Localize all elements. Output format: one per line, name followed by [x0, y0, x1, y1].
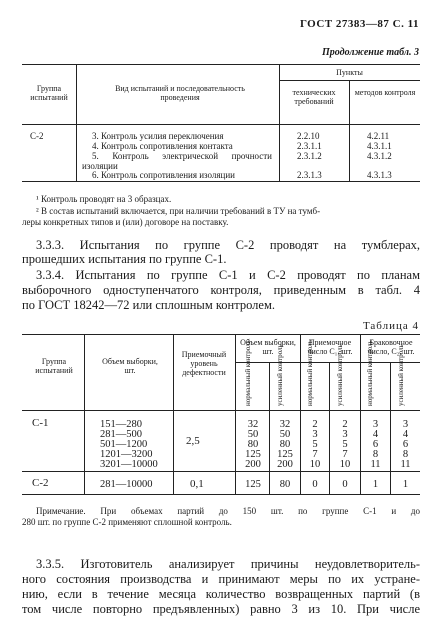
t4-level-c2: 0,1: [190, 478, 204, 490]
paragraph-3-3-3: 3.3.3. Испытания по группе С-2 проводят на тумблерах,: [36, 238, 420, 252]
t4-subheader-normal: нормальный контроль: [306, 340, 314, 406]
table-cell: 125: [245, 479, 261, 490]
table-row-method: 4.3.1.2: [367, 151, 392, 161]
paragraph-3-3-4-cont: выборочного одноступенчатого контроля, приведенным в табл. 4: [22, 283, 420, 297]
t4-group-c1: С-1: [32, 417, 49, 429]
table-rule: [300, 334, 301, 494]
table-cell: 7: [312, 449, 318, 460]
table-cell: 3: [402, 419, 409, 430]
t4-header-sample: Объем выборки, шт.: [102, 357, 158, 375]
footnote-2-cont: леры конкретных типов и (или) договоре на поставку.: [22, 217, 229, 227]
table-cell: 125: [277, 449, 293, 460]
t4-header-volume: Объем выборки, шт.: [240, 338, 296, 356]
t4-header-group: Группа испытаний: [35, 357, 73, 375]
group-cell: С-2: [30, 131, 44, 141]
table-row-method: 4.3.1.1: [367, 141, 392, 151]
table-row-tech: 2.2.10: [297, 131, 320, 141]
table-rule: [84, 334, 85, 494]
col-header-items: Пункты: [336, 68, 363, 77]
table-cell: 6: [372, 439, 379, 450]
table-cell: 3: [372, 419, 379, 430]
table-cell: 32: [247, 419, 259, 430]
table-row-kind: 6. Контроль сопротивления изоляции: [92, 170, 236, 180]
footnote-2: ² В состав испытаний включается, при наличии требований в ТУ на тумб-: [36, 206, 321, 216]
table-4-caption: Таблица 4: [362, 320, 419, 332]
t4-group-c2: С-2: [32, 477, 49, 489]
table-row-kind: 5. Контроль электрической прочности: [92, 151, 272, 161]
table-continuation-label: Продолжение табл. 3: [321, 47, 419, 58]
t4-level-c1: 2,5: [186, 435, 200, 447]
table-rule: [22, 64, 420, 65]
table-rule: [279, 64, 280, 181]
table-rule: [173, 334, 174, 494]
table-row: 3201—10000: [100, 459, 158, 470]
t4-subheader-normal: нормальный контроль: [366, 340, 374, 406]
col-header-group: Группа испытаний: [30, 84, 68, 102]
table-cell: 125: [245, 449, 261, 460]
table-cell: 50: [279, 429, 291, 440]
t4-subheader-tight: усиленный контроль: [276, 344, 284, 406]
table-note-cont: 280 шт. по группе С-2 применяют сплошной контроль.: [22, 517, 232, 527]
paragraph-3-3-5-cont: нию, если в течение месяца количество возвращенных партий (в: [22, 587, 420, 601]
footnote-1: ¹ Контроль проводят на 3 образцах.: [36, 194, 172, 204]
table-rule: [235, 334, 236, 494]
table-rule: [22, 181, 420, 182]
table-rule: [235, 362, 420, 363]
col-header-tech: технических требований: [292, 88, 336, 106]
paragraph-3-3-4: 3.3.4. Испытания по группе С-1 и С-2 проводят по планам: [36, 268, 420, 282]
table-cell: 1: [402, 479, 409, 490]
table-note: Примечание. При объемах партий до 150 шт. по группе С-1 и до: [36, 506, 420, 516]
running-header: ГОСТ 27383—87 С. 11: [299, 18, 419, 30]
table-cell: 80: [279, 479, 291, 490]
paragraph-3-3-5-cont: ного состояния производства и принимают меры по их устране-: [22, 572, 420, 586]
table-row-method: 4.2.11: [367, 131, 390, 141]
t4-header-acceptance: Приемочное число C₁, шт.: [307, 338, 353, 356]
table-row: 501—1200: [100, 439, 148, 450]
table-cell: 4: [402, 429, 409, 440]
table-cell: 8: [372, 449, 379, 460]
table-cell: 3: [342, 429, 348, 440]
col-header-methods: методов контроля: [354, 88, 416, 97]
table-cell: 80: [247, 439, 259, 450]
paragraph-3-3-4-cont: по ГОСТ 18242—72 или сплошным контролем.: [22, 298, 275, 312]
table-cell: 10: [339, 459, 351, 470]
table-cell: 1: [372, 479, 379, 490]
paragraph-3-3-5-cont: том числе повторно предъявленных) равно 3 из 10. При числе: [22, 602, 420, 616]
table-cell: 32: [279, 419, 291, 430]
table-cell: 3: [312, 429, 318, 440]
table-row-tech: 2.3.1.3: [297, 170, 322, 180]
table-cell: 0: [312, 479, 318, 490]
t4-subheader-tight: усиленный контроль: [336, 344, 344, 406]
table-row: 281—10000: [100, 479, 153, 490]
table-rule: [360, 334, 361, 494]
table-cell: 10: [309, 459, 321, 470]
table-cell: 5: [312, 439, 318, 450]
table-rule: [22, 124, 420, 125]
table-cell: 11: [370, 459, 381, 470]
table-row: 281—500: [100, 429, 142, 440]
table-cell: 2: [312, 419, 318, 430]
table-cell: 6: [402, 439, 409, 450]
table-cell: 200: [245, 459, 261, 470]
t4-header-rejection: Браковочное число, C₂, шт.: [367, 338, 415, 356]
table-row-kind: изоляции: [82, 161, 118, 171]
t4-subheader-normal: нормальный контроль: [244, 340, 252, 406]
table-row-tech: 2.3.1.1: [297, 141, 322, 151]
table-row-kind: 4. Контроль сопротивления контакта: [92, 141, 233, 151]
table-rule: [22, 494, 420, 495]
table-row-tech: 2.3.1.2: [297, 151, 322, 161]
table-cell: 5: [342, 439, 348, 450]
t4-header-level: Приемочный уровень дефектности: [181, 350, 227, 377]
table-cell: 11: [400, 459, 411, 470]
t4-subheader-tight: усиленный контроль: [397, 344, 405, 406]
table-row: 151—280: [100, 419, 142, 430]
table-cell: 80: [279, 439, 291, 450]
col-header-kind: Вид испытаний и последовательность проведения: [115, 84, 245, 102]
table-rule: [349, 80, 350, 181]
table-row-kind: 3. Контроль усилия переключения: [92, 131, 224, 141]
table-cell: 7: [342, 449, 348, 460]
table-cell: 50: [247, 429, 259, 440]
table-cell: 200: [277, 459, 293, 470]
table-cell: 4: [372, 429, 379, 440]
table-row-method: 4.3.1.3: [367, 170, 392, 180]
table-rule: [76, 64, 77, 181]
table-cell: 0: [342, 479, 348, 490]
table-cell: 8: [402, 449, 409, 460]
paragraph-3-3-5: 3.3.5. Изготовитель анализирует причины неудовлетворитель-: [36, 557, 420, 571]
table-row: 1201—3200: [100, 449, 153, 460]
table-cell: 2: [342, 419, 348, 430]
paragraph-3-3-3-cont: прошедших испытания по группе С-1.: [22, 252, 227, 266]
